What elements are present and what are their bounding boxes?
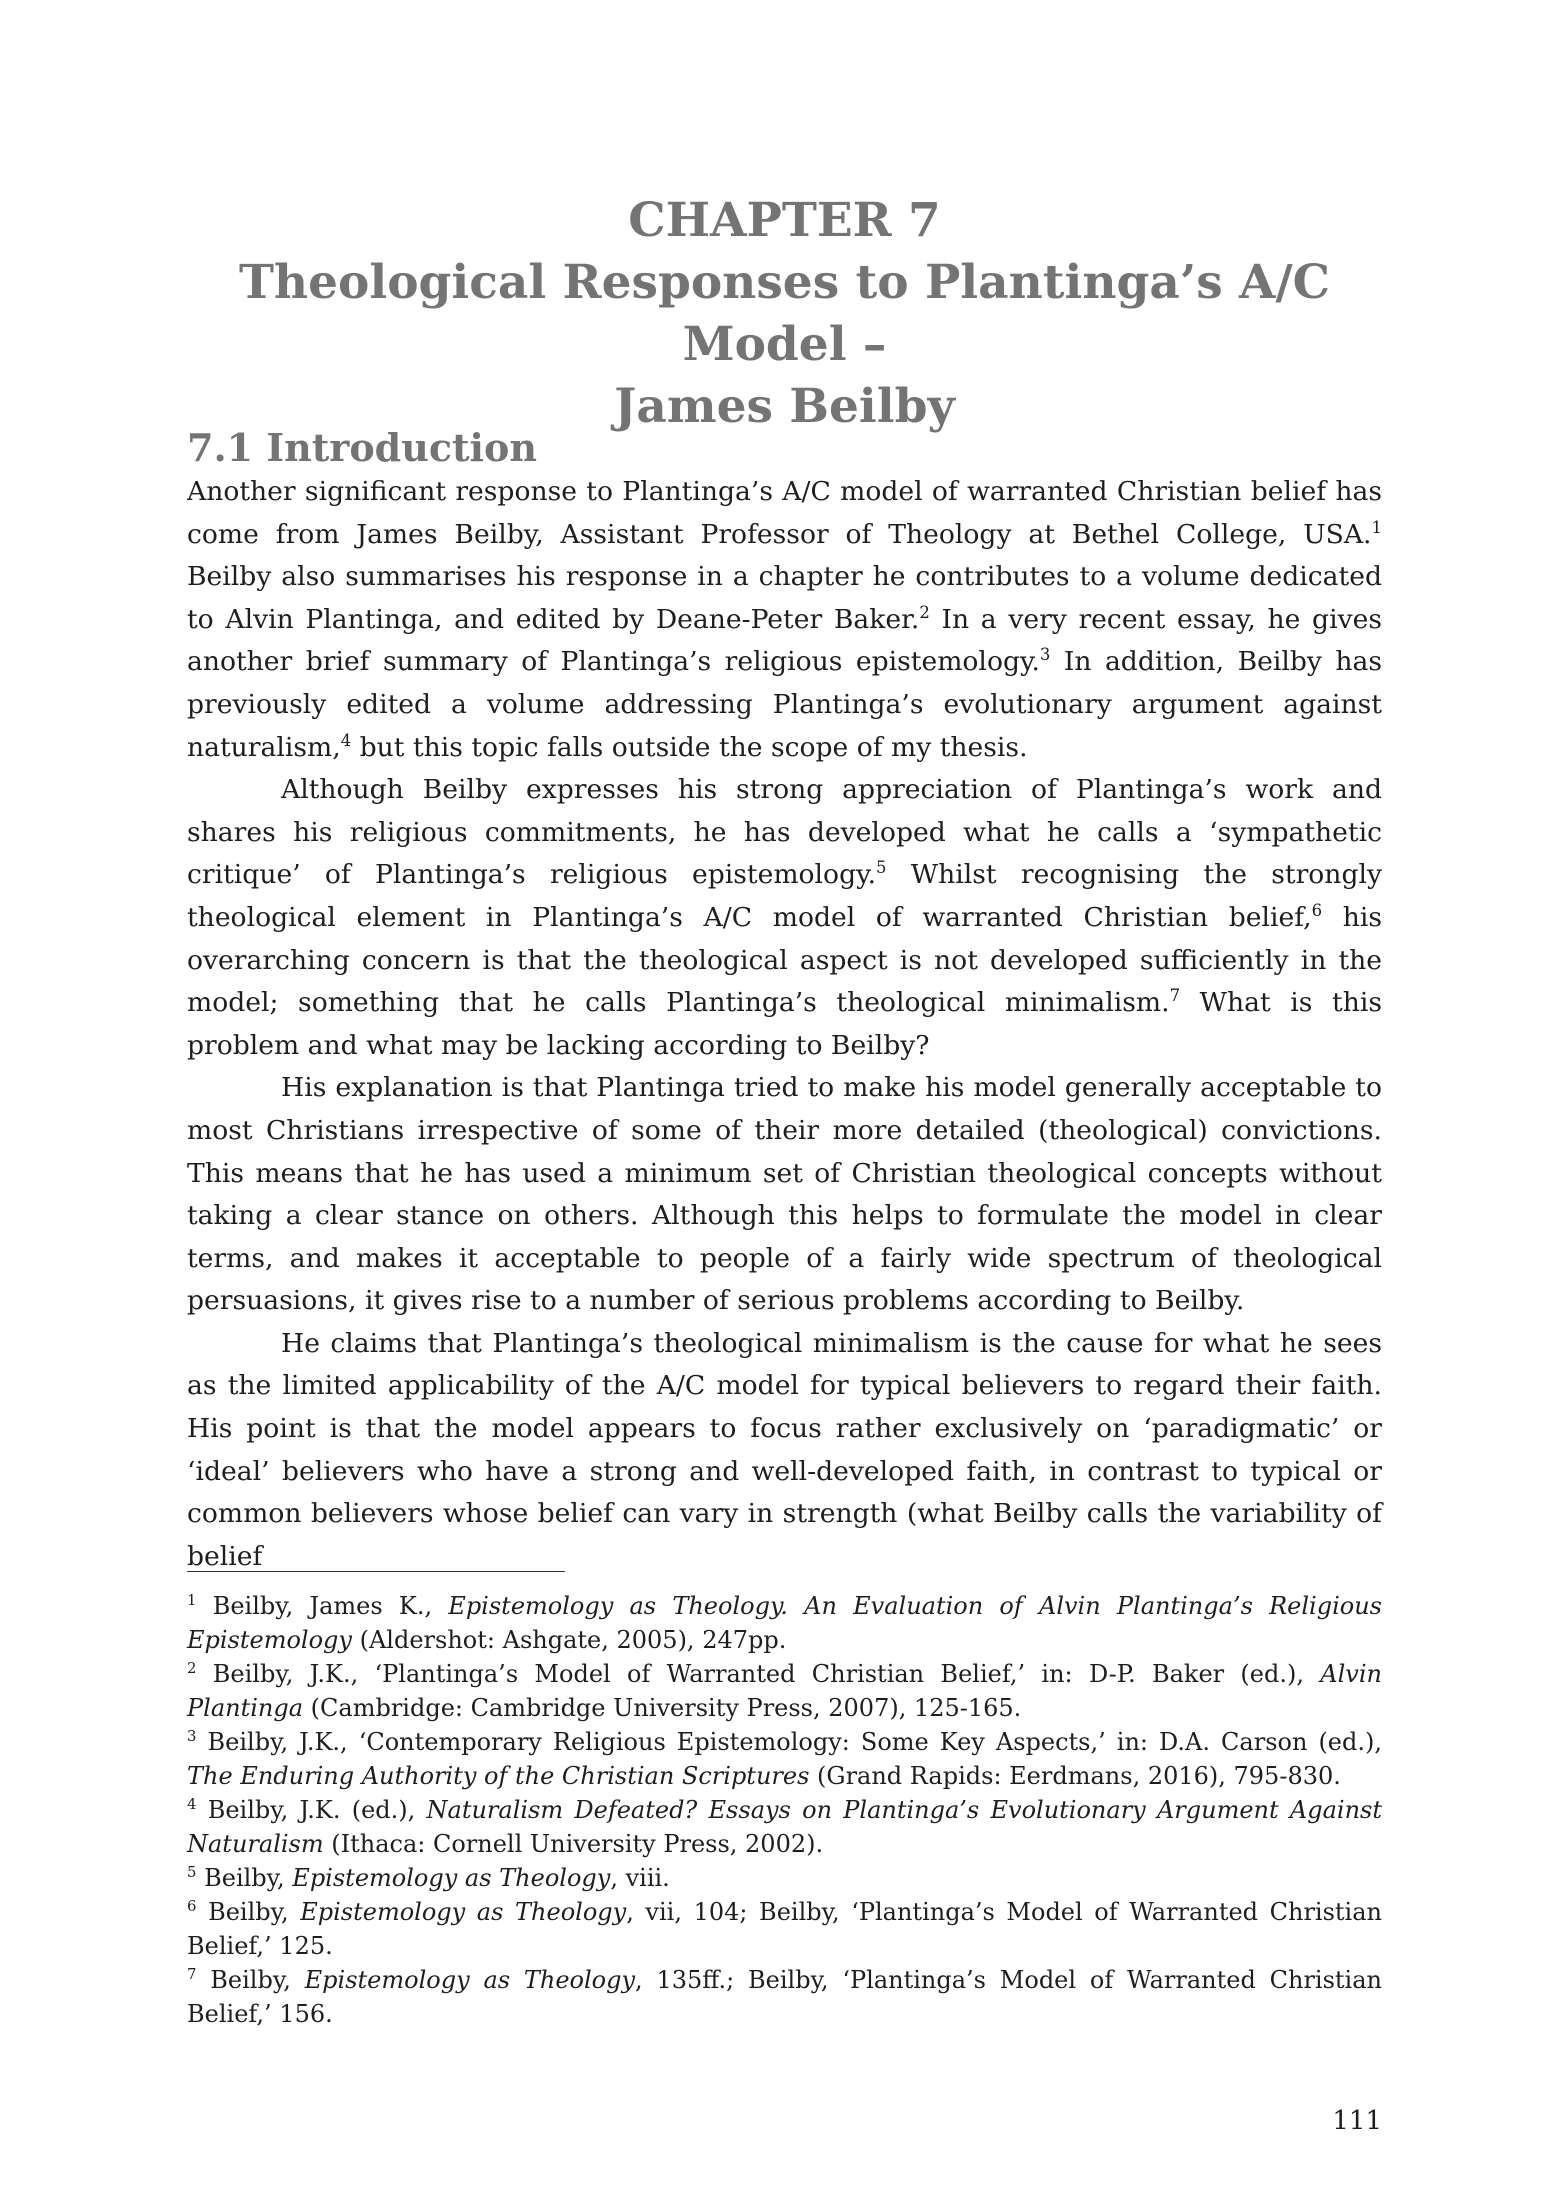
paragraph: He claims that Plantinga’s theological minimalism is the cause for what he sees as the limited applicability of the A/C model for typical believers to regard their faith. His point is that the model appears to focus rather exclusively on ‘paradigmatic’ or ‘ideal’ believers who have a strong and well-developed faith, in contrast to typical or common believers whose belief can vary in strength (what Beilby calls the variability of belief [187, 1327, 1382, 1572]
footnote: $^3$ Beilby, J.K., ‘Contemporary Religious Epistemology: Some Key Aspects,’ in: D.A. Carson (ed.), The Enduring Authority of the Christian Scriptures (Grand Rapids: Eerdmans, 2016), 795-830. [187, 1727, 1382, 1790]
page-number: 111 [1332, 2106, 1382, 2136]
footnote-number: 7 [187, 1965, 197, 1983]
footnote-number: 1 [187, 1591, 197, 1609]
work-title: Epistemology as Theology [292, 1864, 611, 1892]
footnote: $^2$ Beilby, J.K., ‘Plantinga’s Model of Warranted Christian Belief,’ in: D-P. Baker (ed.), Alvin Plantinga (Cambridge: Cambridge University Press, 2007), 125-165. [187, 1659, 1382, 1722]
footnote-marker: 6 [1311, 901, 1323, 921]
footnote-number: 6 [187, 1897, 197, 1915]
work-title: Epistemology as Theology. An Evaluation of Alvin Plantinga’s Religious Epistemology [187, 1592, 1382, 1654]
paragraph: Another significant response to Plantinga’s A/C model of warranted Christian belief has come from James Beilby, Assistant Professor of Theology at Bethel College, USA.$^1$ Beilby also summarises his response in a chapter he contributes to a volume dedicated to Alvin Plantinga, and edited by Deane-Peter Baker.$^2$ In a very recent essay, he gives another brief summary of Plantinga’s religious epistemology.$^3$ In addition, Beilby has previously edited a volume addressing Plantinga’s evolutionary argument against naturalism,$^4$ but this topic falls outside the scope of my thesis. [187, 476, 1382, 763]
footnote-number: 3 [187, 1727, 197, 1745]
footnote: $^4$ Beilby, J.K. (ed.), Naturalism Defeated? Essays on Plantinga’s Evolutionary Argument Against Naturalism (Ithaca: Cornell University Press, 2002). [187, 1795, 1382, 1858]
footnote-marker: 4 [340, 730, 352, 750]
work-title: Naturalism Defeated? Essays on Plantinga’s Evolutionary Argument Against Naturalism [187, 1796, 1382, 1858]
paragraph: His explanation is that Plantinga tried to make his model generally acceptable to most Christians irrespective of some of their more detailed (theological) convictions. This means that he has used a minimum set of Christian theological concepts without taking a clear stance on others. Although this helps to formulate the model in clear terms, and makes it acceptable to people of a fairly wide spectrum of theological persuasions, it gives rise to a number of serious problems according to Beilby. [187, 1072, 1382, 1317]
chapter-label: CHAPTER 7 [628, 193, 941, 248]
footnote-number: 5 [187, 1863, 197, 1881]
work-title: Alvin Plantinga [187, 1660, 1382, 1722]
work-title: Epistemology as Theology [304, 1966, 636, 1994]
work-title: Epistemology as Theology [300, 1898, 627, 1926]
footnote-marker: 2 [919, 602, 930, 622]
section-title: 7.1 Introduction [187, 425, 537, 470]
footnote-marker: 5 [876, 858, 887, 878]
footnote: $^1$ Beilby, James K., Epistemology as Theology. An Evaluation of Alvin Plantinga’s Religious Epistemology (Aldershot: Ashgate, 2005), 247pp. [187, 1591, 1382, 1654]
footnote-separator [187, 1571, 565, 1572]
footnote-marker: 3 [1039, 645, 1051, 665]
footnote-number: 2 [187, 1659, 197, 1677]
work-title: The Enduring Authority of the Christian Scriptures [187, 1762, 810, 1790]
chapter-heading [187, 190, 1382, 438]
footnote: $^7$ Beilby, Epistemology as Theology, 135ff.; Beilby, ‘Plantinga’s Model of Warranted Christian Belief,’ 156. [187, 1965, 1382, 2028]
footnote-marker: 1 [1371, 517, 1382, 537]
body-text [187, 471, 1382, 1578]
footnote: $^6$ Beilby, Epistemology as Theology, vii, 104; Beilby, ‘Plantinga’s Model of Warranted Christian Belief,’ 125. [187, 1897, 1382, 1960]
chapter-title-line-1: Theological Responses to Plantinga’s A/C Model – [238, 255, 1331, 372]
chapter-title-line-2: James Beilby [614, 379, 955, 434]
footnotes [187, 1589, 1382, 2031]
footnote: $^5$ Beilby, Epistemology as Theology, viii. [187, 1863, 670, 1892]
footnote-marker: 7 [1169, 986, 1181, 1006]
paragraph: Although Beilby expresses his strong appreciation of Plantinga’s work and shares his religious commitments, he has developed what he calls a ‘sympathetic critique’ of Plantinga’s religious epistemology.$^5$ Whilst recognising the strongly theological element in Plantinga’s A/C model of warranted Christian belief,$^6$ his overarching concern is that the theological aspect is not developed sufficiently in the model; something that he calls Plantinga’s theological minimalism.$^7$ What is this problem and what may be lacking according to Beilby? [187, 774, 1383, 1061]
footnote-number: 4 [187, 1795, 197, 1813]
